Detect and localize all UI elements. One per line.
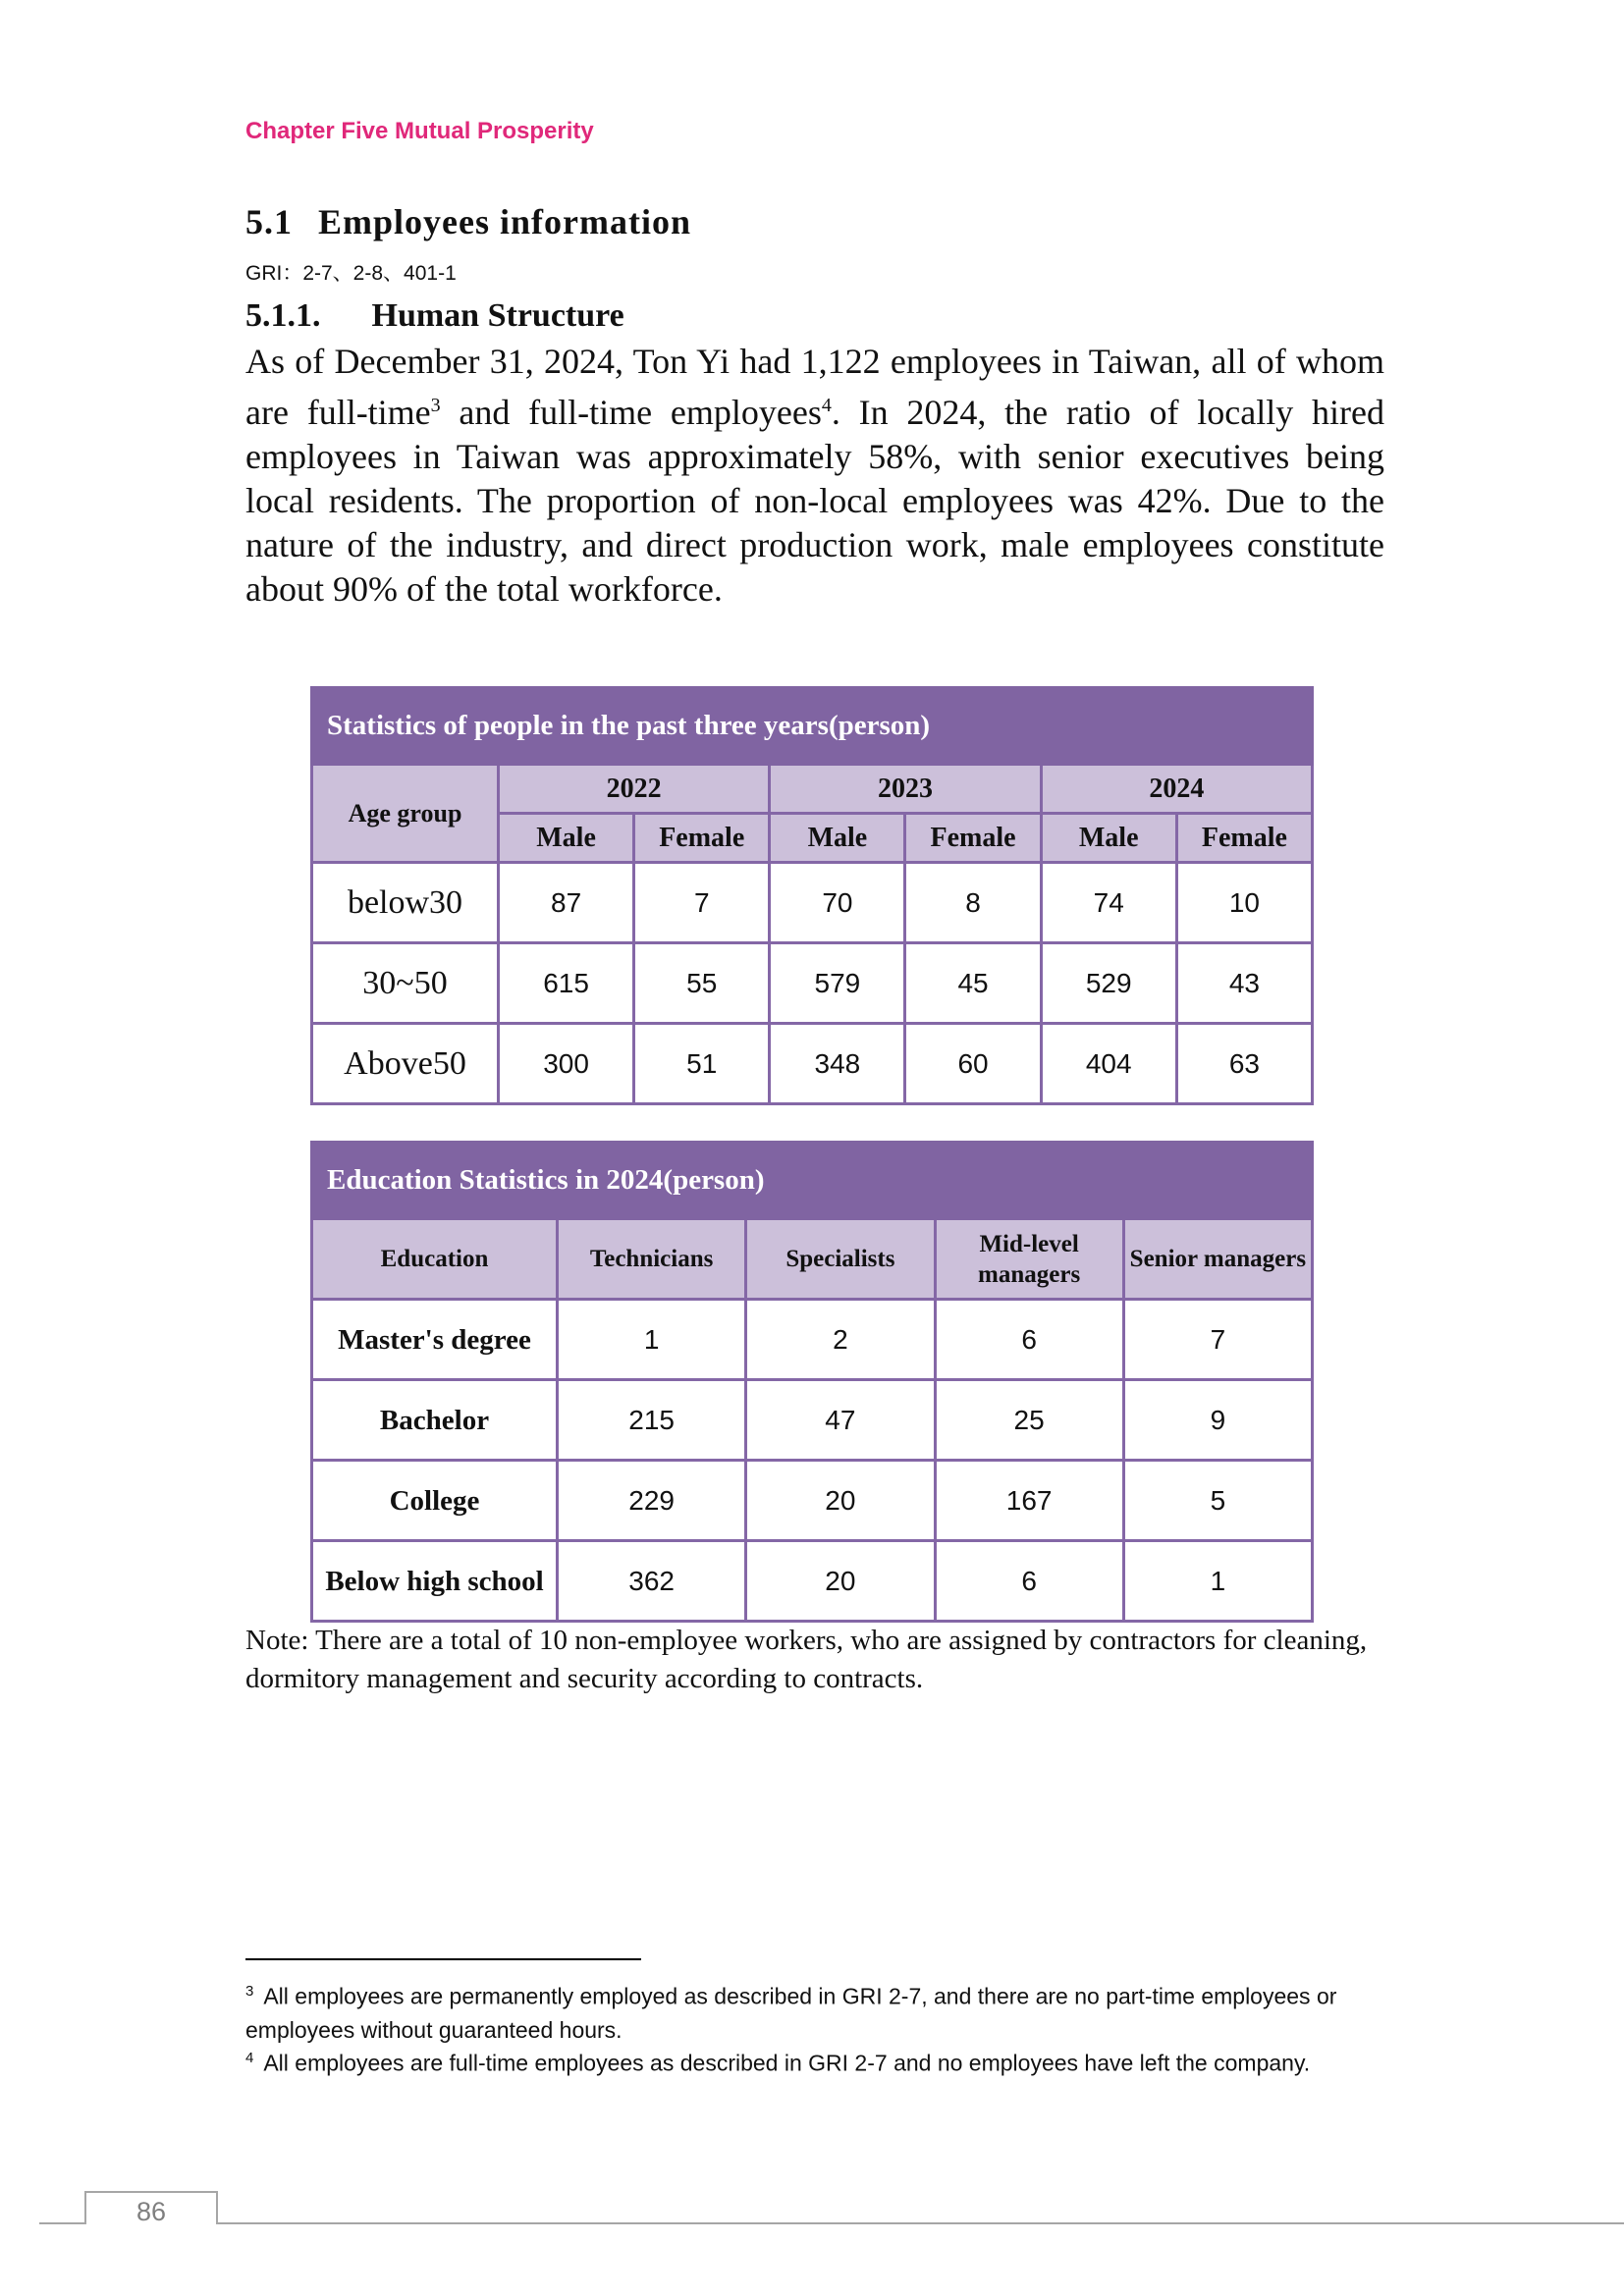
value-cell: 87 xyxy=(499,863,634,943)
table-row xyxy=(312,1461,1313,1541)
value-cell: 7 xyxy=(1123,1300,1312,1380)
table-row xyxy=(312,943,1313,1024)
value-cell: 615 xyxy=(499,943,634,1024)
technicians-header: Technicians xyxy=(558,1219,746,1300)
education-label: Bachelor xyxy=(312,1380,558,1461)
paragraph-text: and full-time employees xyxy=(440,393,822,432)
value-cell: 1 xyxy=(558,1300,746,1380)
year-header: 2022 xyxy=(499,765,770,814)
value-cell: 362 xyxy=(558,1541,746,1622)
year-header: 2024 xyxy=(1041,765,1312,814)
female-header: Female xyxy=(634,814,770,863)
footnote-text: All employees are permanently employed as described in GRI 2-7, and there are no part-time employees or employees without guaranteed hours. xyxy=(245,1983,1337,2043)
value-cell: 2 xyxy=(746,1300,935,1380)
specialists-header: Specialists xyxy=(746,1219,935,1300)
value-cell: 20 xyxy=(746,1541,935,1622)
paragraph-text: . In 2024, the ratio of locally hired employees in Taiwan was approximately 58%, with senior executives being local residents. The proportion of non-local employees was 42%. Due to the nature of the industry, and direct production work, male employees constitute about 90% of the total workforce. xyxy=(245,393,1384,609)
table-title: Education Statistics in 2024(person) xyxy=(312,1143,1313,1219)
education-label: Master's degree xyxy=(312,1300,558,1380)
age-group-label: below30 xyxy=(312,863,499,943)
male-header: Male xyxy=(1041,814,1176,863)
age-statistics-table xyxy=(310,686,1314,1105)
subsection-heading xyxy=(245,297,624,335)
footnote-ref-3: 3 xyxy=(430,395,441,416)
value-cell: 404 xyxy=(1041,1024,1176,1104)
education-statistics-table xyxy=(310,1141,1314,1623)
value-cell: 300 xyxy=(499,1024,634,1104)
value-cell: 70 xyxy=(770,863,905,943)
value-cell: 8 xyxy=(905,863,1041,943)
value-cell: 10 xyxy=(1176,863,1312,943)
paragraph-text: As of December 31, 2024, Ton Yi had 1,122 employees in Taiwan, all of whom are full-time xyxy=(245,342,1384,432)
value-cell: 51 xyxy=(634,1024,770,1104)
age-group-label: Above50 xyxy=(312,1024,499,1104)
section-number: 5.1 xyxy=(245,202,293,241)
table-row xyxy=(312,1300,1313,1380)
footnote-text: All employees are full-time employees as described in GRI 2-7 and no employees have left the company. xyxy=(263,2050,1311,2076)
page-number: 86 xyxy=(84,2191,218,2224)
chapter-title: Chapter Five Mutual Prosperity xyxy=(245,118,594,144)
value-cell: 348 xyxy=(770,1024,905,1104)
value-cell: 5 xyxy=(1123,1461,1312,1541)
value-cell: 7 xyxy=(634,863,770,943)
male-header: Male xyxy=(770,814,905,863)
value-cell: 229 xyxy=(558,1461,746,1541)
value-cell: 45 xyxy=(905,943,1041,1024)
value-cell: 6 xyxy=(935,1300,1123,1380)
table-row xyxy=(312,1024,1313,1104)
footnote-mark: 4 xyxy=(245,2050,254,2066)
age-group-label: 30~50 xyxy=(312,943,499,1024)
value-cell: 74 xyxy=(1041,863,1176,943)
table-row xyxy=(312,863,1313,943)
footnote-ref-4: 4 xyxy=(821,395,832,416)
footnote-4 xyxy=(245,2042,1375,2080)
value-cell: 579 xyxy=(770,943,905,1024)
subsection-title: Human Structure xyxy=(371,297,624,334)
female-header: Female xyxy=(905,814,1041,863)
body-paragraph xyxy=(245,340,1384,612)
value-cell: 63 xyxy=(1176,1024,1312,1104)
table-title: Statistics of people in the past three years(person) xyxy=(312,688,1313,765)
value-cell: 47 xyxy=(746,1380,935,1461)
table-note: Note: There are a total of 10 non-employee workers, who are assigned by contractors for cleaning, dormitory management and security according to contracts. xyxy=(245,1625,1368,1694)
value-cell: 215 xyxy=(558,1380,746,1461)
subsection-number: 5.1.1. xyxy=(245,297,321,334)
footnote-mark: 3 xyxy=(245,1983,254,2000)
value-cell: 20 xyxy=(746,1461,935,1541)
education-label: College xyxy=(312,1461,558,1541)
senior-managers-header: Senior managers xyxy=(1123,1219,1312,1300)
gri-reference: GRI：2-7、2-8、401-1 xyxy=(245,262,457,285)
age-group-header: Age group xyxy=(312,765,499,863)
value-cell: 55 xyxy=(634,943,770,1024)
value-cell: 25 xyxy=(935,1380,1123,1461)
section-title: Employees information xyxy=(318,202,691,241)
footer-line xyxy=(39,2222,1624,2224)
table-row xyxy=(312,1380,1313,1461)
male-header: Male xyxy=(499,814,634,863)
mid-level-managers-header: Mid-level managers xyxy=(935,1219,1123,1300)
value-cell: 6 xyxy=(935,1541,1123,1622)
value-cell: 167 xyxy=(935,1461,1123,1541)
year-header: 2023 xyxy=(770,765,1041,814)
female-header: Female xyxy=(1176,814,1312,863)
education-header: Education xyxy=(312,1219,558,1300)
footnote-3 xyxy=(245,1975,1375,2047)
table-row xyxy=(312,1541,1313,1622)
value-cell: 1 xyxy=(1123,1541,1312,1622)
education-label: Below high school xyxy=(312,1541,558,1622)
value-cell: 43 xyxy=(1176,943,1312,1024)
value-cell: 529 xyxy=(1041,943,1176,1024)
section-heading xyxy=(245,201,691,242)
footnote-separator xyxy=(245,1958,641,1960)
value-cell: 9 xyxy=(1123,1380,1312,1461)
value-cell: 60 xyxy=(905,1024,1041,1104)
